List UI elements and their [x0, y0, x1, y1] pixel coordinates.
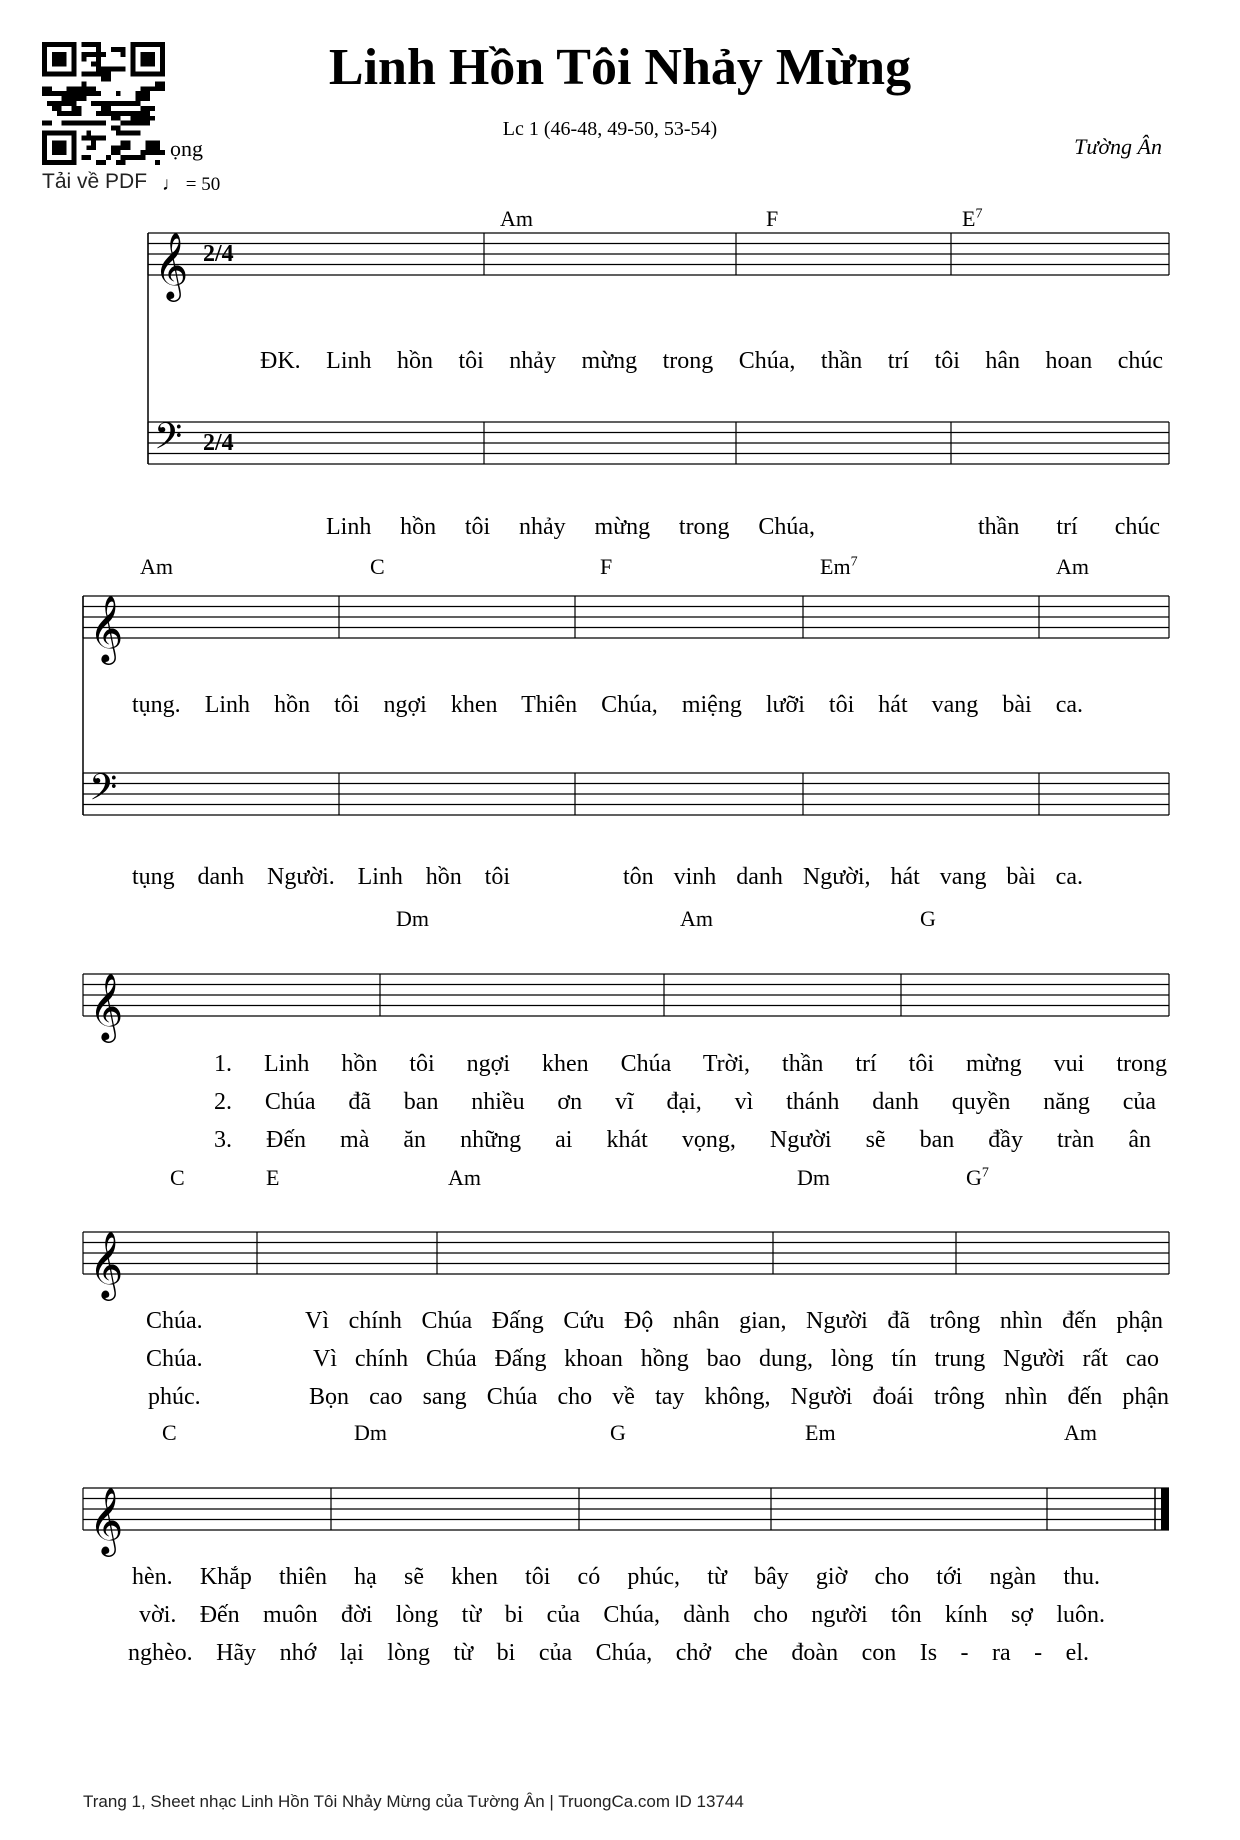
chord-symbol: Am [680, 906, 713, 931]
chord-symbol: Dm [354, 1420, 387, 1445]
lyric-line: ĐK. Linh hồn tôi nhảy mừng trong Chúa, thần trí tôi hân hoan chúc [260, 348, 1163, 374]
partial-text: ọng [170, 136, 203, 161]
bass-clef-icon: 𝄢 [154, 415, 183, 467]
bass-clef-icon: 𝄢 [89, 766, 118, 818]
chord-symbol: F [766, 206, 779, 231]
lyric-line: tôn vinh danh Người, hát vang bài ca. [623, 864, 1083, 890]
verse-1-line: hèn. Khắp thiên hạ sẽ khen tôi có phúc, từ bây giờ cho tới ngàn thu. [132, 1564, 1100, 1590]
chord-symbol: F [600, 554, 613, 579]
verse-2-line: 2. Chúa đã ban nhiều ơn vĩ đại, vì thánh danh quyền năng của [214, 1089, 1156, 1115]
chord-symbol: Dm [797, 1165, 830, 1190]
chord-symbol: G [610, 1420, 626, 1445]
treble-clef-icon: 𝄞 [89, 594, 124, 662]
chord-symbol: Am [140, 554, 173, 579]
treble-clef-icon: 𝄞 [89, 1230, 124, 1298]
chord-symbol: Am [500, 206, 533, 231]
composer: Tường Ân [1074, 134, 1162, 159]
lyric-line: thần trí chúc [978, 514, 1160, 540]
verse-1-line: 1. Linh hồn tôi ngợi khen Chúa Trời, thần trí tôi mừng vui trong [214, 1051, 1167, 1077]
final-barline [1161, 1488, 1169, 1530]
verse-2-line: Vì chính Chúa Đấng khoan hồng bao dung, lòng tín trung Người rất cao [313, 1346, 1159, 1372]
time-signature-bass: 2/4 [203, 430, 234, 456]
verse-2-line: vời. Đến muôn đời lòng từ bi của Chúa, dành cho người tôn kính sợ luôn. [139, 1602, 1105, 1628]
chord-symbol: Am [448, 1165, 481, 1190]
chord-symbol: G [920, 906, 936, 931]
chord-symbol: E [266, 1165, 280, 1190]
time-signature-treble: 2/4 [203, 241, 234, 267]
chord-symbol: C [162, 1420, 177, 1445]
download-pdf-link[interactable]: Tải về PDF [42, 170, 148, 193]
chord-symbol: C [370, 554, 385, 579]
verse-3-line: nghèo. Hãy nhớ lại lòng từ bi của Chúa, chở che đoàn con Is - ra - el. [128, 1640, 1089, 1666]
chord-symbol: Am [1056, 554, 1089, 579]
verse-1-line: Vì chính Chúa Đấng Cứu Độ nhân gian, Người đã trông nhìn đến phận [305, 1308, 1163, 1334]
chord-symbol: C [170, 1165, 185, 1190]
lyric-lead: Chúa. [146, 1308, 203, 1334]
song-title: Linh Hồn Tôi Nhảy Mừng [328, 39, 912, 96]
chord-symbol: $G^7$ [966, 1165, 989, 1190]
lyric-lead: Chúa. [146, 1346, 203, 1372]
verse-3-line: 3. Đến mà ăn những ai khát vọng, Người sẽ ban đầy tràn ân [214, 1127, 1151, 1153]
chord-symbol: Em [805, 1420, 836, 1445]
treble-clef-icon: 𝄞 [89, 1486, 124, 1554]
tempo-marking: ♩ = 50 [162, 174, 221, 195]
lyric-line: tụng danh Người. Linh hồn tôi [132, 864, 510, 890]
lyric-line: Linh hồn tôi nhảy mừng trong Chúa, [326, 514, 815, 540]
chord-symbol: Am [1064, 1420, 1097, 1445]
scripture-reference: Lc 1 (46-48, 49-50, 53-54) [502, 118, 718, 140]
verse-3-line: Bọn cao sang Chúa cho về tay không, Người đoái trông nhìn đến phận [309, 1384, 1169, 1410]
chord-symbol: Dm [396, 906, 429, 931]
lyric-line: tụng. Linh hồn tôi ngợi khen Thiên Chúa, miệng lưỡi tôi hát vang bài ca. [132, 692, 1083, 718]
page-footer: Trang 1, Sheet nhạc Linh Hồn Tôi Nhảy Mừng của Tường Ân | TruongCa.com ID 13744 [83, 1792, 744, 1811]
lyric-lead: phúc. [148, 1384, 201, 1410]
chord-symbol: $E^7$ [962, 206, 983, 231]
treble-clef-icon: 𝄞 [154, 231, 189, 299]
chord-symbol: Em$^7$ [820, 554, 858, 579]
treble-clef-icon: 𝄞 [89, 972, 124, 1040]
